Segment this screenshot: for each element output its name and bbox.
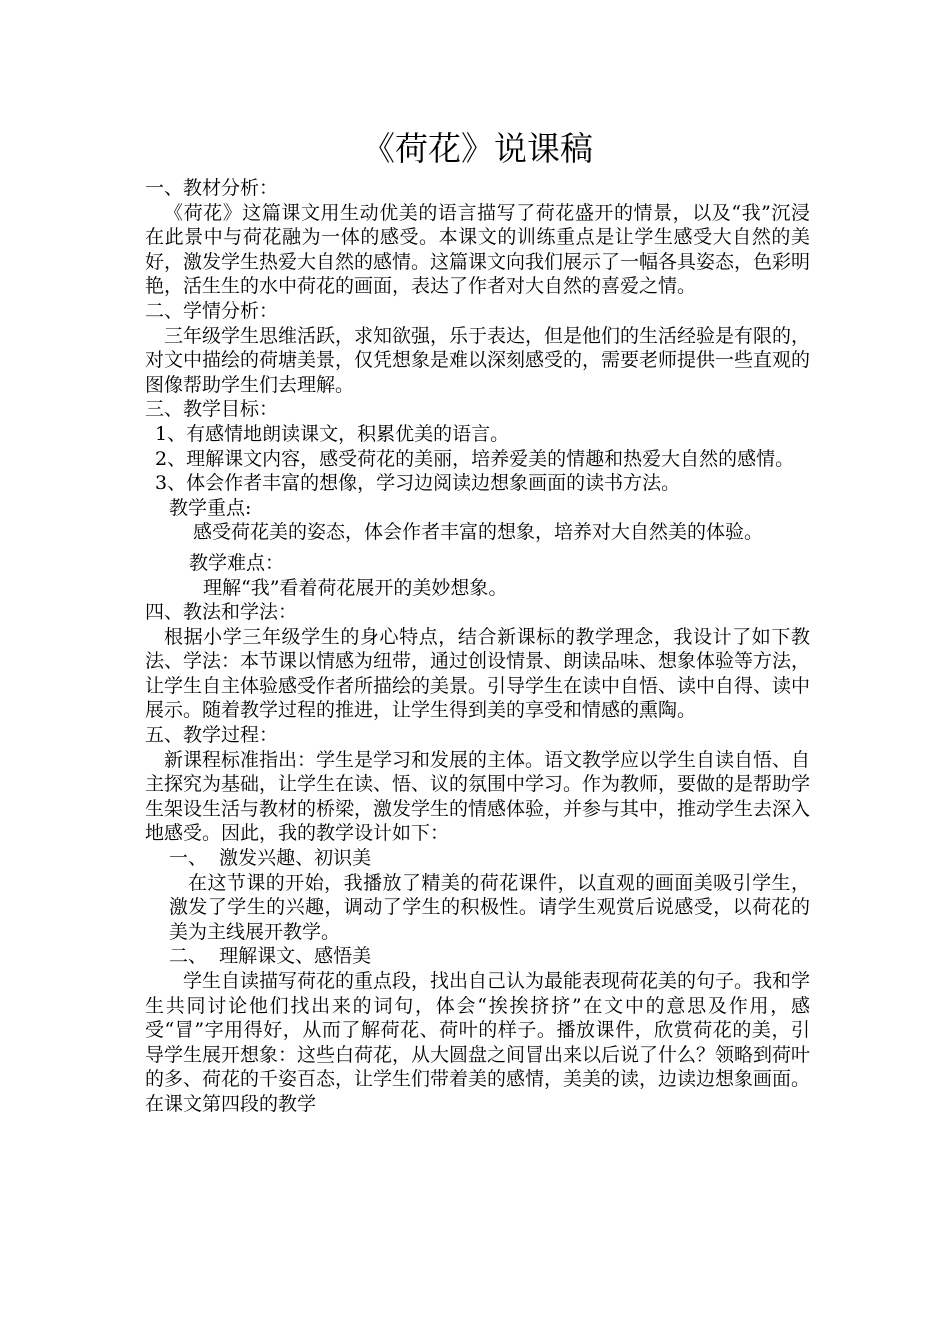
section-heading-students: 二、学情分析： xyxy=(145,299,279,322)
difficulty-text: 理解“我”看着荷花展开的美妙想象。 xyxy=(203,576,508,599)
section-heading-goals: 三、教学目标： xyxy=(145,398,279,421)
step-heading-1: 一、 激发兴趣、初识美 xyxy=(169,847,372,870)
key-point-text: 感受荷花美的姿态，体会作者丰富的想象，培养对大自然美的体验。 xyxy=(193,521,764,544)
section-heading-analysis: 一、教材分析： xyxy=(145,177,279,199)
section-heading-methods: 四、教法和学法： xyxy=(145,601,298,624)
document-page xyxy=(145,128,810,1117)
step-text-1: 在这节课的开始，我播放了精美的荷花课件，以直观的画面美吸引学生，激发了学生的兴趣，调动了学生的积极性。请学生观赏后说感受，以荷花的美为主线展开教学。 xyxy=(169,871,810,943)
page-title: 《荷花》说课稿 xyxy=(362,129,593,168)
paragraph-methods: 根据小学三年级学生的身心特点，结合新课标的教学理念，我设计了如下教法、学法：本节课以情感为纽带，通过创设情景、朗读品味、想象体验等方法，让学生自主体验感受作者所描绘的美景。引导学生在读中自悟、读中自得、读中展示。随着教学过程的推进，让学生得到美的享受和情感的熏陶。 xyxy=(145,625,811,722)
section-heading-process: 五、教学过程： xyxy=(145,724,279,747)
step-text-2: 学生自读描写荷花的重点段，找出自己认为最能表现荷花美的句子。我和学生共同讨论他们找出来的词句，体会“挨挨挤挤”在文中的意思及作用，感受“冒”字用得好，从而了解荷花、荷叶的样子。播放课件，欣赏荷花的美，引导学生展开想象：这些白荷花，从大圆盘之间冒出来以后说了什么？领略到荷叶的多、荷花的千姿百态，让学生们带着美的感情，美美的读，边读边想象画面。在课文第四段的教学 xyxy=(145,970,811,1115)
paragraph-material-analysis: 《荷花》这篇课文用生动优美的语言描写了荷花盛开的情景，以及“我”沉浸在此景中与荷花融为一体的感受。本课文的训练重点是让学生感受大自然的美好，激发学生热爱大自然的感情。这篇课文向我们展示了一幅各具姿态，色彩明艳，活生生的水中荷花的画面，表达了作者对大自然的喜爱之情。 xyxy=(145,201,811,298)
goal-item-2: 2、理解课文内容，感受荷花的美丽，培养爱美的情趣和热爱大自然的感情。 xyxy=(155,447,795,470)
goal-item-1: 1、有感情地朗读课文，积累优美的语言。 xyxy=(155,422,510,445)
paragraph-process: 新课程标准指出：学生是学习和发展的主体。语文教学应以学生自读自悟、自主探究为基础，让学生在读、悟、议的氛围中学习。作为教师，要做的是帮助学生架设生活与教材的桥梁，激发学生的情感体验，并参与其中，推动学生去深入地感受。因此，我的教学设计如下： xyxy=(145,748,811,845)
difficulty-label: 教学难点： xyxy=(189,551,285,574)
key-point-label: 教学重点: xyxy=(169,496,252,519)
paragraph-student-analysis: 三年级学生思维活跃，求知欲强，乐于表达，但是他们的生活经验是有限的，对文中描绘的荷塘美景，仅凭想象是难以深刻感受的，需要老师提供一些直观的图像帮助学生们去理解。 xyxy=(145,324,811,396)
goal-item-3: 3、体会作者丰富的想像，学习边阅读边想象画面的读书方法。 xyxy=(155,472,681,495)
step-heading-2: 二、 理解课文、感悟美 xyxy=(169,945,372,968)
